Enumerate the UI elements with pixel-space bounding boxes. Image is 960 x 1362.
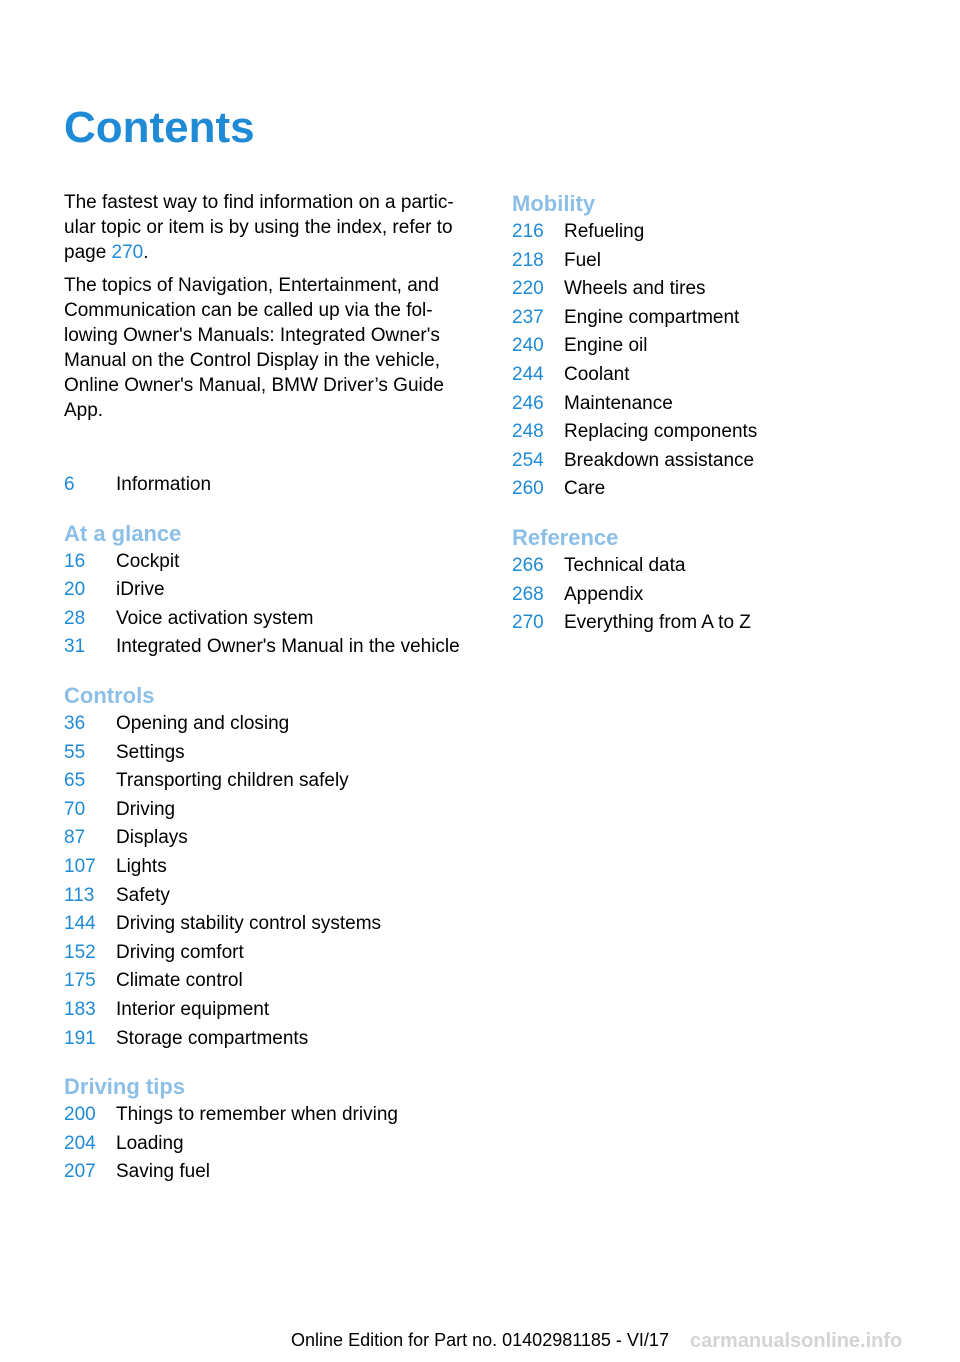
toc-entry[interactable] (64, 1025, 484, 1054)
toc-entry-title: Settings (116, 741, 185, 763)
toc-entry-title: Safety (116, 884, 170, 906)
toc-page-number[interactable]: 220 (512, 278, 544, 300)
toc-entry[interactable] (64, 1158, 484, 1187)
toc-page-number[interactable]: 20 (64, 579, 86, 601)
toc-entry-title: iDrive (116, 579, 165, 601)
toc-section (64, 471, 484, 500)
toc-entry-title: Everything from A to Z (564, 612, 751, 634)
toc-entry[interactable] (512, 552, 912, 581)
toc-entry[interactable] (512, 609, 912, 638)
section-heading: At a glance (64, 520, 182, 546)
toc-entry[interactable] (64, 1101, 484, 1130)
toc-entry-title: Breakdown assistance (564, 449, 755, 471)
toc-page-number[interactable]: 6 (64, 474, 75, 495)
toc-page-number[interactable]: 204 (64, 1132, 96, 1154)
footer-edition: Online Edition for Part no. 01402981185 - VI/17 (291, 1330, 669, 1350)
toc-page-number[interactable]: 31 (64, 636, 86, 658)
toc-entry[interactable] (64, 939, 484, 968)
toc-entry-title: Refueling (564, 221, 645, 242)
toc-section (512, 524, 912, 638)
toc-entry[interactable] (64, 853, 484, 882)
toc-entry[interactable] (512, 390, 912, 419)
toc-entry-title: Coolant (564, 363, 630, 385)
toc-entry-title: Information (116, 474, 212, 495)
toc-entry-title: Opening and closing (116, 712, 290, 734)
toc-entry-title: Driving (116, 798, 176, 820)
toc-entry-title: Fuel (564, 249, 601, 271)
toc-entry[interactable] (512, 218, 912, 247)
toc-entry[interactable] (64, 767, 484, 796)
toc-page-number[interactable]: 70 (64, 798, 86, 820)
intro-text: The fastest way to find information on a partic-ular topic or item is by using the index, refer to page (64, 192, 454, 263)
toc-page-number[interactable]: 28 (64, 607, 86, 629)
toc-entry-title: Displays (116, 827, 188, 849)
toc-page-number[interactable]: 268 (512, 583, 544, 605)
toc-entry-title: Technical data (564, 554, 686, 576)
right-toc (512, 190, 912, 638)
toc-entry[interactable] (64, 967, 484, 996)
toc-entry-title: Storage compartments (116, 1027, 309, 1049)
toc-entry[interactable] (64, 882, 484, 911)
toc-page-number[interactable]: 55 (64, 741, 86, 763)
toc-entry[interactable] (512, 304, 912, 333)
toc-entry[interactable] (64, 824, 484, 853)
toc-entry-title: Lights (116, 855, 167, 877)
section-heading: Controls (64, 682, 155, 708)
left-toc (64, 471, 484, 1187)
toc-entry-title: Care (564, 478, 606, 500)
toc-page-number[interactable]: 260 (512, 478, 544, 500)
toc-entry-title: Maintenance (564, 392, 673, 414)
toc-page-number[interactable]: 240 (512, 335, 544, 357)
toc-entry[interactable] (512, 581, 912, 610)
toc-section (64, 1073, 484, 1187)
toc-entry[interactable] (512, 332, 912, 361)
toc-page-number[interactable]: 175 (64, 970, 96, 992)
intro-paragraph-1 (64, 190, 484, 265)
toc-entry[interactable] (64, 576, 484, 605)
toc-page-number[interactable]: 218 (512, 249, 544, 271)
page-title: Contents (64, 103, 255, 152)
toc-entry[interactable] (512, 475, 912, 504)
toc-entry[interactable] (64, 633, 484, 662)
toc-entry[interactable] (64, 548, 484, 577)
toc-entry[interactable] (64, 471, 484, 500)
toc-page-number[interactable]: 87 (64, 827, 86, 849)
toc-entry[interactable] (64, 910, 484, 939)
toc-entry-title: Engine oil (564, 335, 648, 357)
toc-page-number[interactable]: 244 (512, 363, 544, 385)
toc-entry-title: Cockpit (116, 550, 180, 572)
toc-entry[interactable] (512, 447, 912, 476)
toc-entry-title: Saving fuel (116, 1161, 211, 1183)
toc-entry[interactable] (64, 796, 484, 825)
toc-page-number[interactable]: 207 (64, 1161, 96, 1183)
toc-entry[interactable] (64, 605, 484, 634)
right-column (512, 190, 912, 658)
toc-entry[interactable] (512, 361, 912, 390)
index-page-link[interactable]: 270 (111, 242, 144, 263)
toc-page-number[interactable]: 113 (64, 884, 95, 906)
toc-page-number[interactable]: 216 (512, 221, 544, 242)
toc-entry-title: Interior equipment (116, 998, 270, 1020)
section-heading: Driving tips (64, 1074, 186, 1100)
toc-page-number[interactable]: 152 (64, 941, 96, 963)
toc-entry-title: Things to remember when driving (116, 1104, 398, 1126)
toc-page-number[interactable]: 191 (64, 1027, 96, 1049)
toc-entry-title: Replacing components (564, 421, 758, 443)
left-column (64, 190, 484, 1207)
toc-entry[interactable] (512, 418, 912, 447)
toc-entry[interactable] (64, 710, 484, 739)
watermark: carmanualsonline.info (690, 1330, 903, 1352)
toc-page-number[interactable]: 16 (64, 550, 86, 572)
toc-entry[interactable] (64, 1130, 484, 1159)
toc-page-number[interactable]: 270 (512, 612, 544, 634)
toc-entry-title: Wheels and tires (564, 278, 706, 300)
toc-entry-title: Engine compartment (564, 306, 740, 328)
toc-entry[interactable] (64, 996, 484, 1025)
intro-period: . (143, 242, 149, 263)
toc-entry[interactable] (512, 247, 912, 276)
toc-page-number[interactable]: 266 (512, 554, 544, 576)
toc-entry-title: Voice activation system (116, 607, 314, 629)
toc-page-number[interactable]: 254 (512, 449, 544, 471)
toc-entry-title: Loading (116, 1132, 184, 1154)
section-heading: Mobility (512, 191, 596, 216)
toc-page-number[interactable]: 65 (64, 770, 86, 792)
toc-page-number[interactable]: 200 (64, 1104, 96, 1126)
toc-entry[interactable] (512, 275, 912, 304)
toc-entry-title: Driving stability control systems (116, 913, 382, 935)
toc-entry[interactable] (64, 739, 484, 768)
toc-page-number[interactable]: 248 (512, 421, 544, 443)
toc-page-number[interactable]: 144 (64, 913, 96, 935)
toc-entry-title: Transporting children safely (116, 770, 349, 792)
toc-page-number[interactable]: 107 (64, 855, 96, 877)
section-heading: Reference (512, 524, 619, 550)
toc-entry-title: Driving comfort (116, 941, 244, 963)
toc-entry-title: Appendix (564, 583, 644, 605)
toc-section (512, 190, 912, 504)
toc-section (64, 520, 484, 662)
toc-page-number[interactable]: 36 (64, 712, 86, 734)
toc-page-number[interactable]: 183 (64, 998, 96, 1020)
toc-entry-title: Climate control (116, 970, 243, 992)
toc-page-number[interactable]: 237 (512, 306, 544, 328)
toc-page-number[interactable]: 246 (512, 392, 544, 414)
toc-section (64, 682, 484, 1053)
intro-paragraph-2: The topics of Navigation, Entertainment, and Communication can be called up via the fol-lowing Owner's Manuals: Integrated Owner's Manual on the Control Display in the vehicle, Online Owner's Manual, BMW Driver’s Guide App. (64, 275, 444, 421)
toc-entry-title: Integrated Owner's Manual in the vehicle (116, 636, 460, 658)
intro (64, 190, 484, 423)
